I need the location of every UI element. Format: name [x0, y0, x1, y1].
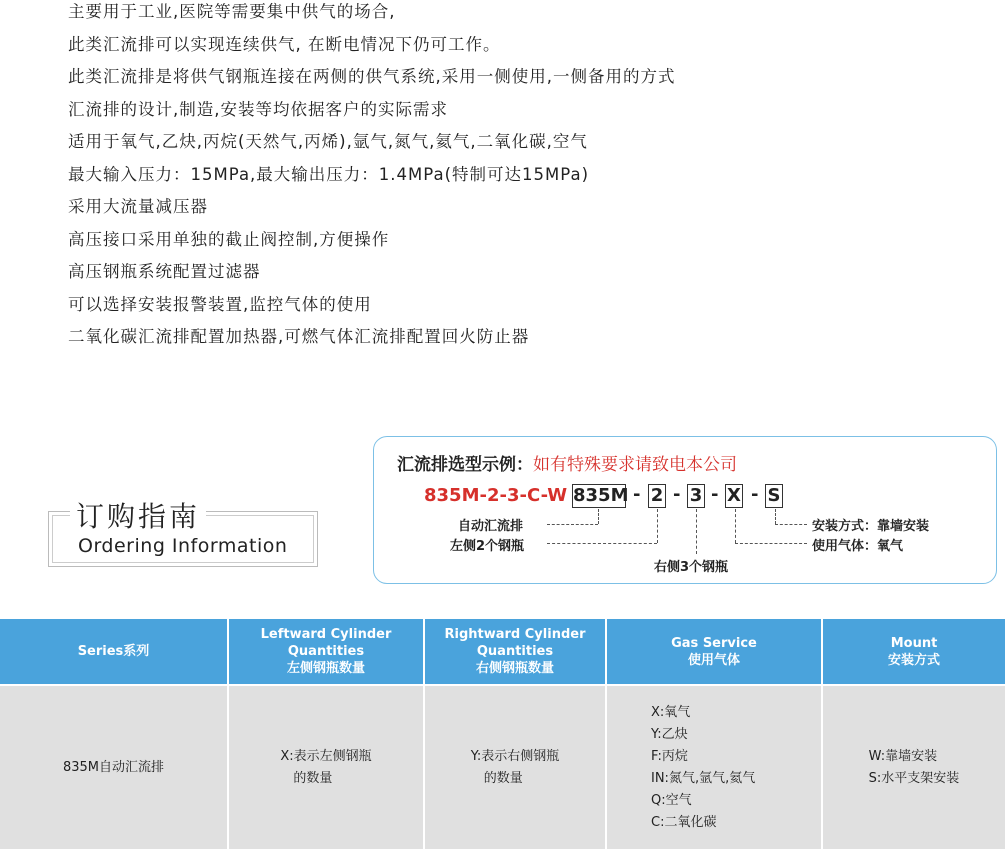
hyphen: -: [633, 484, 641, 505]
label-left: 左侧2个钢瓶: [450, 539, 525, 554]
code-part-gas: X: [725, 484, 743, 508]
cell-series: 835M自动汇流排: [0, 685, 228, 849]
header-line: 右侧钢瓶数量: [475, 661, 554, 676]
cell-line: X:表示左侧钢瓶: [280, 748, 372, 764]
example-title: [397, 450, 737, 475]
label-series: 自动汇流排: [458, 519, 524, 534]
ordering-title-cn: 订购指南: [70, 495, 206, 535]
hyphen: -: [673, 484, 681, 505]
cell-line: W:靠墙安装: [868, 748, 938, 764]
feature-line: 适用于氧气,乙炔,丙烷(天然气,丙烯),氩气,氮气,氦气,二氧化碳,空气: [68, 132, 588, 151]
cell-left: [280, 746, 371, 790]
column-header: [0, 619, 228, 685]
code-part-mount: S: [765, 484, 783, 508]
feature-line: 主要用于工业,医院等需要集中供气的场合,: [68, 2, 396, 21]
cell-line: F:丙烷: [651, 748, 688, 764]
example-note: 如有特殊要求请致电本公司: [533, 455, 737, 475]
table-row: [0, 685, 1005, 849]
column-header: [822, 619, 1005, 685]
example-code: 835M-2-3-C-W: [424, 485, 568, 506]
code-part-series: 835M: [573, 485, 629, 506]
header-line: Series系列: [77, 644, 150, 659]
cell-line: 的数量: [280, 770, 333, 786]
feature-line: 高压钢瓶系统配置过滤器: [68, 262, 261, 281]
feature-line: 可以选择安装报警装置,监控气体的使用: [68, 294, 372, 314]
feature-line: 最大输入压力：15MPa,最大输出压力：1.4MPa(特制可达15MPa): [68, 164, 590, 184]
feature-line: 二氧化碳汇流排配置加热器,可燃气体汇流排配置回火防止器: [68, 327, 530, 346]
feature-line: 此类汇流排可以实现连续供气, 在断电情况下仍可工作。: [68, 34, 501, 54]
label-gas: 使用气体：氧气: [812, 539, 904, 554]
feature-line: 高压接口采用单独的截止阀控制,方便操作: [68, 229, 390, 249]
hyphen: -: [711, 484, 719, 505]
column-header: [228, 619, 424, 685]
label-right: 右侧3个钢瓶: [654, 560, 729, 575]
code-part-right: 3: [687, 484, 705, 508]
header-line: Leftward Cylinder: [260, 627, 392, 642]
table-header-row: [0, 619, 1005, 685]
feature-line: 此类汇流排是将供气钢瓶连接在两侧的供气系统,采用一侧使用,一侧备用的方式: [68, 67, 676, 86]
cell-gas: [651, 702, 755, 834]
cell-line: C:二氧化碳: [651, 814, 717, 830]
header-line: 安装方式: [887, 652, 940, 668]
example-title-label: 汇流排选型示例：: [397, 455, 533, 475]
header-line: 左侧钢瓶数量: [286, 661, 365, 676]
header-line: Gas Service: [671, 635, 757, 651]
ordering-guide-heading: [48, 500, 318, 567]
header-line: Rightward Cylinder: [444, 627, 586, 642]
column-header: [424, 619, 606, 685]
code-part-left: 2: [648, 484, 666, 508]
cell-line: S:水平支架安装: [868, 770, 960, 786]
cell-line: Y:表示右侧钢瓶: [470, 748, 560, 764]
cell-line: X:氧气: [651, 704, 691, 720]
label-mount: 安装方式：靠墙安装: [812, 519, 930, 534]
header-line: Mount: [890, 635, 938, 651]
hyphen: -: [751, 484, 759, 505]
cell-line: 的数量: [470, 770, 523, 786]
header-line: Quantities: [287, 644, 365, 659]
feature-line: 汇流排的设计,制造,安装等均依据客户的实际需求: [68, 99, 448, 119]
cell-line: IN:氮气,氩气,氦气: [651, 770, 756, 786]
cell-line: Y:乙炔: [651, 726, 688, 742]
ordering-title-en: Ordering Information: [78, 535, 288, 557]
feature-line: 采用大流量减压器: [68, 197, 208, 216]
header-line: Quantities: [476, 644, 554, 659]
cell-mount: [869, 746, 960, 790]
header-line: 使用气体: [687, 652, 740, 668]
ordering-table: [0, 619, 1005, 849]
cell-line: Q:空气: [651, 792, 692, 808]
column-header: [606, 619, 822, 685]
cell-right: [471, 746, 560, 790]
